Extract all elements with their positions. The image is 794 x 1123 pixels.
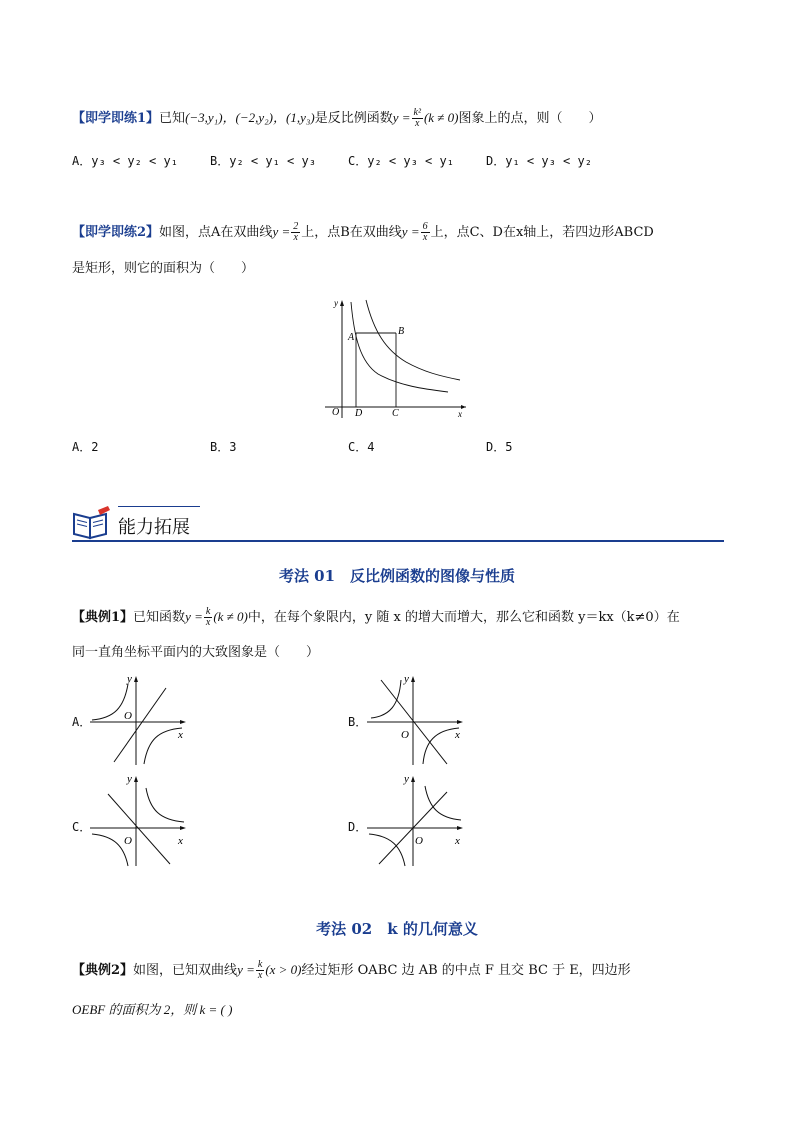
q2-label-d: D	[355, 408, 363, 419]
kf1-line2: 同一直角坐标平面内的大致图象是（ ）	[72, 645, 320, 660]
kf1-d-label-y: y	[404, 773, 409, 785]
kf2-func-fraction	[256, 960, 264, 981]
kf2-heading: 考法 02 k 的几何意义	[316, 920, 478, 938]
kf1-graph-b	[367, 670, 467, 768]
kf1-a-curve-1	[92, 684, 128, 720]
q1-text-b: 是反比例函数	[314, 111, 393, 126]
q2-text-b: 上，点B在双曲线	[301, 225, 402, 240]
q1-option-c: C．y₂ < y₃ < y₁	[348, 154, 454, 168]
kf1-option-d-label: D．	[348, 820, 368, 834]
kf1-d-label-o: O	[415, 835, 423, 847]
q2-curve-inner	[351, 302, 448, 392]
kf2-text-b: 经过矩形 OABC 边 AB 的中点 F 且交 BC 于 E，四边形	[301, 963, 631, 978]
q1-option-b: B．y₂ < y₁ < y₃	[210, 154, 316, 168]
kf2-line2: OEBF 的面积为 2，则 k = ( )	[72, 1002, 233, 1017]
kf2-tag: 【典例2】	[72, 963, 134, 978]
kf1-a-label-o: O	[124, 710, 132, 722]
q2-text-c: 上，点C、D在x轴上，若四边形ABCD	[430, 225, 654, 240]
kf2-func-lhs: y =	[237, 962, 255, 977]
kf1-c-label-y: y	[127, 773, 132, 785]
book-icon	[72, 506, 112, 540]
kf1-stem	[72, 607, 680, 628]
kf1-tag: 【典例1】	[72, 610, 134, 625]
kf1-b-label-o: O	[401, 729, 409, 741]
kf1-func-fraction	[204, 607, 212, 628]
kf2-func-cond: (x > 0)	[265, 962, 302, 977]
kf1-b-curve-2	[423, 728, 459, 764]
kf1-func-lhs: y =	[185, 609, 203, 624]
kf1-c-label-x: x	[178, 835, 183, 847]
kf1-d-label-x: x	[455, 835, 460, 847]
q2-label-a: A	[348, 332, 355, 343]
kf1-c-label-o: O	[124, 835, 132, 847]
kf2-func-num: k	[257, 959, 263, 970]
section-title-overline	[118, 506, 200, 507]
q2-curve-outer	[366, 300, 460, 380]
kf1-text-b: 中，在每个象限内，y 随 x 的增大而增大，那么它和函数 y＝kx（k≠0）在	[247, 610, 680, 625]
kf1-func-den: x	[205, 617, 211, 628]
kf1-c-line	[108, 794, 170, 864]
kf1-b-y-arrow-icon	[411, 676, 415, 682]
q2-option-c: C．4	[348, 440, 375, 454]
q2-f1-fraction	[291, 222, 300, 243]
kf1-b-x-arrow-icon	[457, 720, 463, 724]
q2-option-b: B．3	[210, 440, 237, 454]
q2-tag: 【即学即练2】	[72, 225, 160, 240]
kf1-text-a: 已知函数	[133, 610, 186, 625]
kf1-c-y-arrow-icon	[134, 776, 138, 782]
kf2-text-a: 如图，已知双曲线	[133, 963, 238, 978]
kf1-graph-a	[90, 670, 190, 768]
q1-stem	[72, 108, 602, 129]
kf2-func-den: x	[257, 970, 263, 981]
kf1-d-curve-2	[369, 834, 405, 866]
kf1-a-label-x: x	[178, 729, 183, 741]
q2-f1-lhs: y =	[272, 224, 291, 239]
q2-label-y: y	[334, 298, 338, 308]
kf1-a-curve-2	[144, 728, 182, 764]
kf1-d-y-arrow-icon	[411, 776, 415, 782]
q1-option-a: A．y₃ < y₂ < y₁	[72, 154, 178, 168]
kf1-a-line	[114, 688, 166, 762]
q1-option-d: D．y₁ < y₃ < y₂	[486, 154, 592, 168]
q2-stem	[72, 222, 654, 243]
q1-func-fraction	[412, 108, 423, 129]
q1-points: (−3,y₁)，(−2,y₂)，(1,y₃)	[185, 110, 315, 125]
kf1-a-y-arrow-icon	[134, 676, 138, 682]
q2-option-d: D．5	[486, 440, 513, 454]
q1-text-a: 已知	[159, 111, 186, 126]
q2-figure	[320, 296, 470, 421]
kf1-b-label-x: x	[455, 729, 460, 741]
q2-f1-num: 2	[293, 221, 299, 232]
kf1-b-label-y: y	[404, 673, 409, 685]
section-divider	[72, 540, 724, 542]
kf1-option-b-label: B．	[348, 715, 368, 729]
kf1-graph-c	[90, 770, 190, 868]
q2-option-a: A．2	[72, 440, 99, 454]
q2-label-o: O	[332, 407, 340, 418]
q2-f2-fraction	[421, 222, 430, 243]
q2-f2-den: x	[422, 232, 428, 243]
q2-f2-num: 6	[422, 221, 428, 232]
kf1-c-curve-2	[92, 834, 128, 866]
kf1-option-a-label: A．	[72, 715, 92, 729]
kf1-func-num: k	[205, 606, 211, 617]
q2-label-c: C	[392, 408, 399, 419]
kf1-func-cond: (k ≠ 0)	[213, 609, 248, 624]
kf1-c-curve-1	[146, 788, 184, 822]
kf1-d-x-arrow-icon	[457, 826, 463, 830]
kf1-a-x-arrow-icon	[180, 720, 186, 724]
q1-func-lhs: y =	[392, 110, 411, 125]
kf1-graph-d	[367, 770, 467, 868]
q1-func-den: x	[415, 118, 420, 129]
q2-label-b: B	[398, 326, 405, 337]
q2-f2-lhs: y =	[401, 224, 420, 239]
q1-func-num: k²	[413, 107, 421, 118]
q1-text-c: 图象上的点，则（ ）	[458, 111, 602, 126]
q2-text-a: 如图，点A在双曲线	[159, 225, 273, 240]
q1-func-cond: (k ≠ 0)	[423, 110, 459, 125]
kf1-c-x-arrow-icon	[180, 826, 186, 830]
q2-y-arrow-icon	[340, 300, 344, 306]
kf1-option-c-label: C．	[72, 820, 92, 834]
q1-tag: 【即学即练1】	[72, 111, 160, 126]
q2-f1-den: x	[293, 232, 298, 243]
q2-label-x: x	[458, 409, 462, 419]
kf1-heading: 考法 01 反比例函数的图像与性质	[278, 567, 516, 585]
q2-line2: 是矩形，则它的面积为（ ）	[72, 261, 255, 276]
kf1-d-curve-1	[425, 786, 461, 820]
kf1-a-label-y: y	[127, 673, 132, 685]
kf2-stem	[72, 960, 631, 981]
section-title: 能力拓展	[118, 517, 190, 538]
